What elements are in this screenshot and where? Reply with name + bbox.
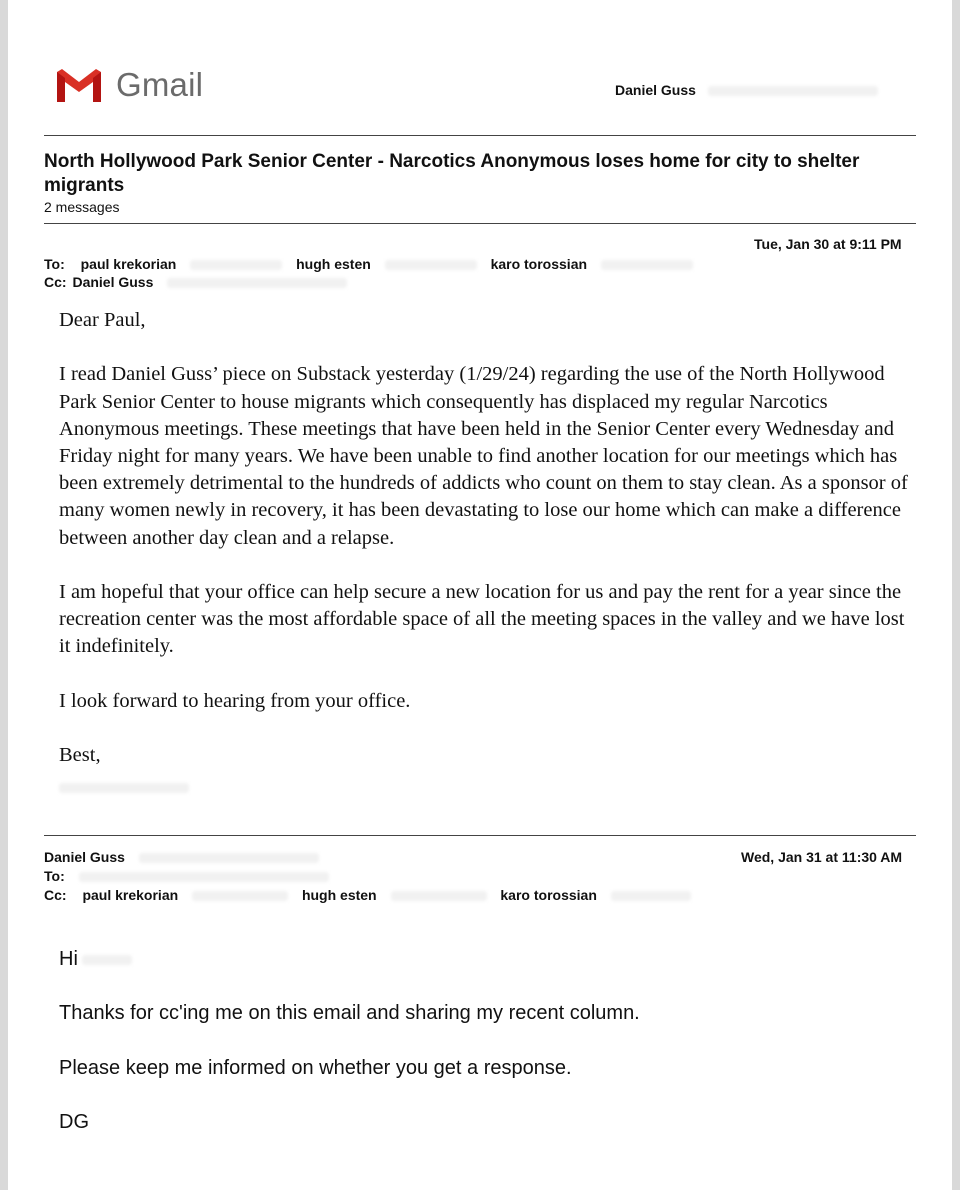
redacted-address [391, 891, 487, 901]
body-paragraph: I am hopeful that your office can help secure a new location for us and pay the rent for a year since the recreation center was the most affordable space of all the meeting spaces in the valley and we have lost it indefinitely. [59, 581, 905, 658]
redacted-address [79, 872, 329, 882]
account-name-text: Daniel Guss [615, 82, 696, 98]
redacted-address [190, 260, 282, 270]
redacted-name [82, 955, 132, 965]
header-divider [44, 135, 916, 136]
gmail-wordmark: Gmail [116, 66, 204, 103]
redacted-address [192, 891, 288, 901]
recipient-name: paul krekorian [80, 256, 177, 272]
closing: Best, [59, 744, 101, 767]
account-name [615, 82, 878, 98]
page-edge-right [952, 0, 960, 1190]
message-1-body [59, 307, 909, 801]
page-edge-left [0, 0, 8, 1190]
greeting: Hi [59, 948, 78, 970]
message-1-to-line [44, 256, 695, 272]
message-1-date: Tue, Jan 30 at 9:11 PM [754, 236, 902, 252]
redacted-address [385, 260, 477, 270]
cc-name: Daniel Guss [72, 274, 154, 290]
sender-name: Daniel Guss [44, 849, 125, 865]
message-2-cc-line [44, 887, 693, 903]
body-paragraph: I look forward to hearing from your office. [59, 689, 411, 712]
message-2-date: Wed, Jan 31 at 11:30 AM [741, 849, 903, 865]
message-2-body [59, 948, 909, 1148]
redacted-signature [59, 783, 189, 793]
message-2-to-line [44, 868, 331, 884]
printed-email-page [8, 0, 952, 1190]
thread-divider [44, 223, 916, 224]
redacted-address [611, 891, 691, 901]
salutation: Dear Paul, [59, 309, 146, 331]
message-1-cc-line [44, 274, 349, 290]
gmail-logo [54, 66, 203, 104]
redacted-address [167, 278, 347, 288]
cc-label: Cc: [44, 887, 67, 903]
to-label: To: [44, 868, 65, 884]
body-paragraph: I read Daniel Guss’ piece on Substack yesterday (1/29/24) regarding the use of the North Hollywood Park Senior Center to house migrants which consequently has displaced my regular Narcotics Anonymous meetings. These meetings that have been held in the Senior Center every Wednesday and Friday night for many years. We have been unable to find another location for our meetings which has been extremely detrimental to the hundreds of addicts who count on them to stay clean. As a sponsor of many women newly in recovery, it has been devastating to lose our home which can make a difference between another day clean and a relapse. [59, 363, 908, 549]
message-count: 2 messages [44, 199, 120, 215]
redacted-address [601, 260, 693, 270]
recipient-name: karo torossian [500, 887, 597, 903]
recipient-name: paul krekorian [82, 887, 179, 903]
recipient-name: hugh esten [296, 256, 371, 272]
body-paragraph: Thanks for cc'ing me on this email and sharing my recent column. [59, 1002, 640, 1024]
greeting-line [59, 948, 132, 971]
body-paragraph: Please keep me informed on whether you get a response. [59, 1057, 572, 1079]
to-label: To: [44, 256, 65, 272]
message-2-from-line [44, 849, 321, 865]
thread-subject: North Hollywood Park Senior Center - Narcotics Anonymous loses home for city to shelter migrants [44, 151, 860, 196]
redacted-address [139, 853, 319, 863]
recipient-name: karo torossian [490, 256, 588, 272]
cc-label: Cc: [44, 274, 67, 290]
recipient-name: hugh esten [301, 887, 377, 903]
redacted-email [708, 86, 878, 96]
signature: DG [59, 1111, 89, 1133]
gmail-envelope-icon [54, 66, 104, 104]
message-divider [44, 835, 916, 836]
